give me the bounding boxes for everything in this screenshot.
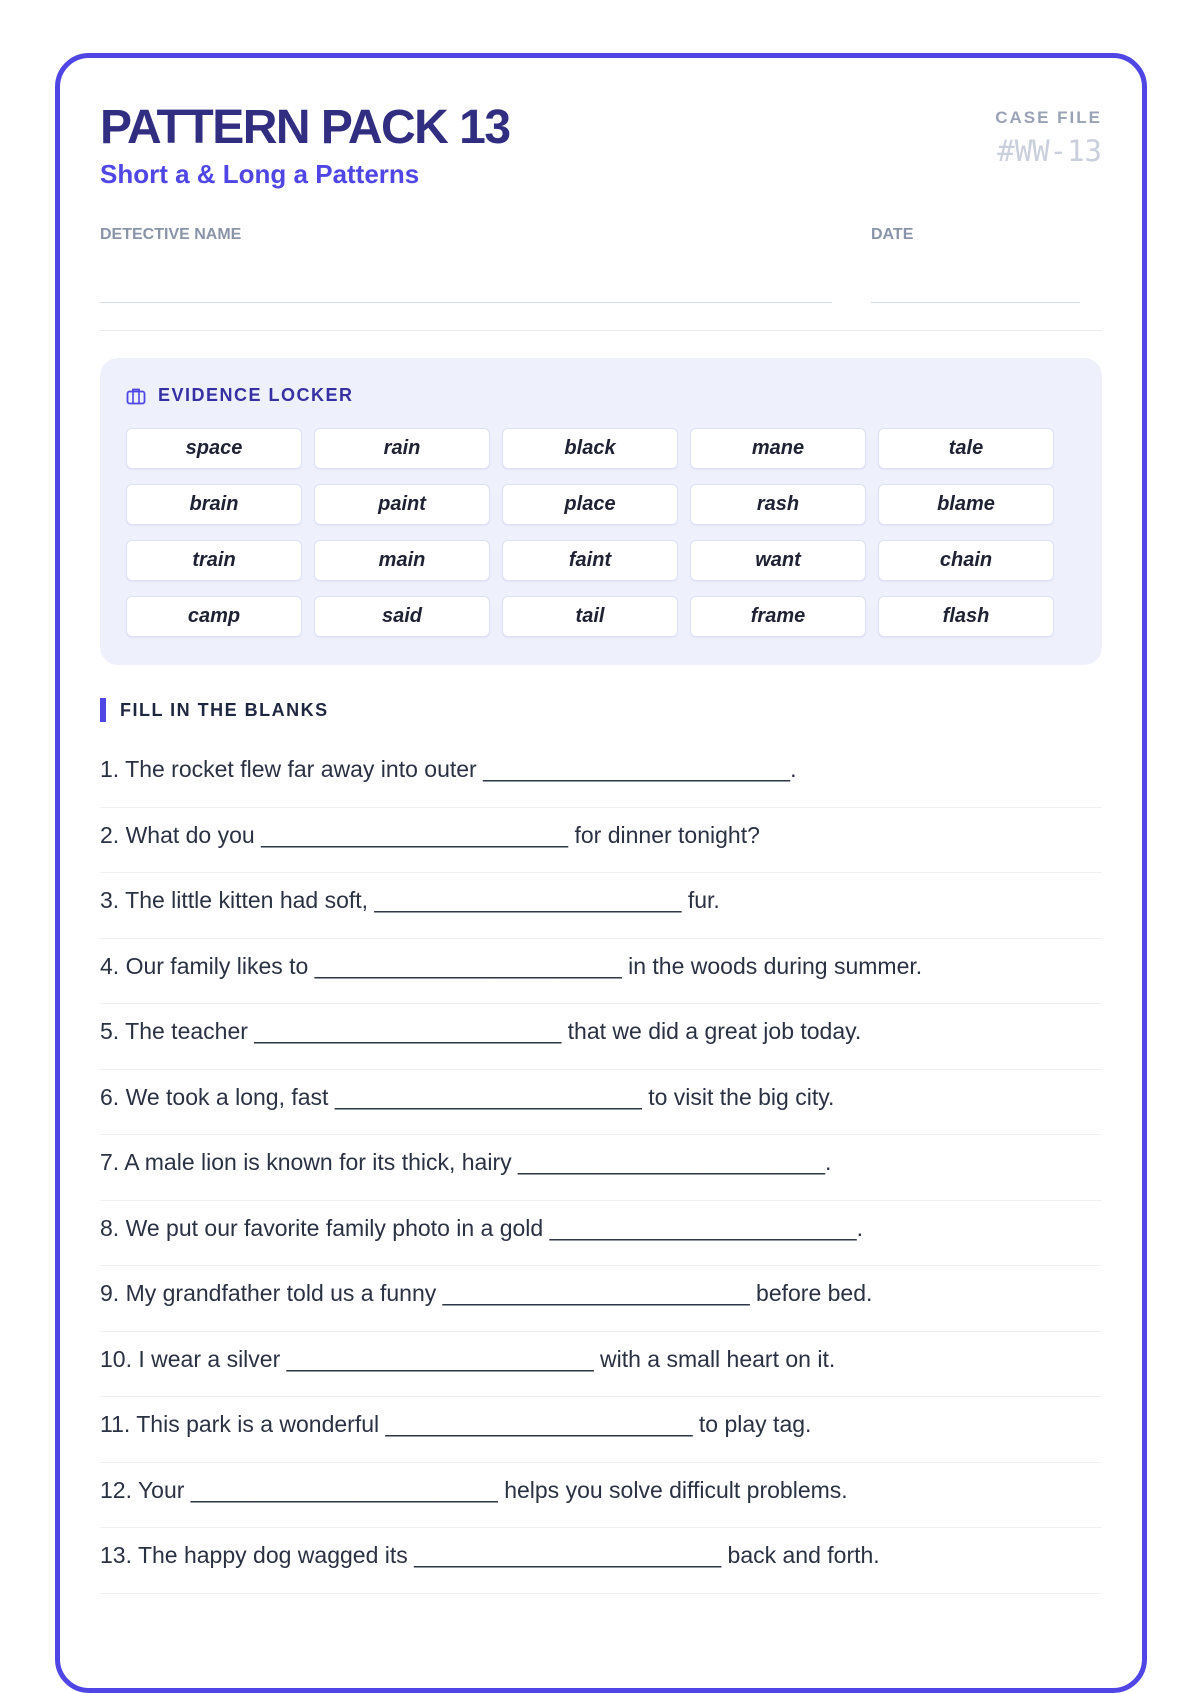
word-card[interactable]: want xyxy=(690,540,866,581)
word-card[interactable]: faint xyxy=(502,540,678,581)
word-card[interactable]: rash xyxy=(690,484,866,525)
question-item[interactable]: 11. This park is a wonderful ________________________ to play tag. xyxy=(100,1397,1102,1463)
question-item[interactable]: 12. Your ________________________ helps you solve difficult problems. xyxy=(100,1463,1102,1529)
word-card[interactable]: mane xyxy=(690,428,866,469)
question-list xyxy=(100,742,1102,1594)
briefcase-icon xyxy=(126,387,146,405)
case-file-number: #WW-13 xyxy=(997,134,1102,168)
evidence-locker xyxy=(100,358,1102,665)
question-item[interactable]: 4. Our family likes to ________________________ in the woods during summer. xyxy=(100,939,1102,1005)
date-field[interactable] xyxy=(871,302,1080,303)
header-divider xyxy=(100,330,1102,331)
evidence-locker-header xyxy=(126,385,354,406)
fill-blanks-header xyxy=(100,698,329,722)
question-item[interactable]: 9. My grandfather told us a funny ________________________ before bed. xyxy=(100,1266,1102,1332)
word-card[interactable]: camp xyxy=(126,596,302,637)
question-item[interactable]: 7. A male lion is known for its thick, hairy ________________________. xyxy=(100,1135,1102,1201)
word-card[interactable]: black xyxy=(502,428,678,469)
word-card[interactable]: train xyxy=(126,540,302,581)
word-card[interactable]: rain xyxy=(314,428,490,469)
question-item[interactable]: 8. We put our favorite family photo in a gold ________________________. xyxy=(100,1201,1102,1267)
word-card[interactable]: frame xyxy=(690,596,866,637)
page-subtitle: Short a & Long a Patterns xyxy=(100,159,420,189)
question-item[interactable]: 5. The teacher ________________________ that we did a great job today. xyxy=(100,1004,1102,1070)
worksheet-card xyxy=(55,53,1147,1693)
question-item[interactable]: 13. The happy dog wagged its ________________________ back and forth. xyxy=(100,1528,1102,1594)
word-card[interactable]: flash xyxy=(878,596,1054,637)
section-accent-bar xyxy=(100,698,106,722)
question-item[interactable]: 2. What do you ________________________ for dinner tonight? xyxy=(100,808,1102,874)
word-card[interactable]: tale xyxy=(878,428,1054,469)
question-item[interactable]: 3. The little kitten had soft, ________________________ fur. xyxy=(100,873,1102,939)
word-card[interactable]: place xyxy=(502,484,678,525)
question-item[interactable]: 1. The rocket flew far away into outer ________________________. xyxy=(100,742,1102,808)
word-card[interactable]: tail xyxy=(502,596,678,637)
fill-blanks-title: FILL IN THE BLANKS xyxy=(120,699,329,720)
word-card[interactable]: said xyxy=(314,596,490,637)
page-title: PATTERN PACK 13 xyxy=(100,101,510,154)
word-card[interactable]: space xyxy=(126,428,302,469)
question-item[interactable]: 6. We took a long, fast ________________________ to visit the big city. xyxy=(100,1070,1102,1136)
word-card[interactable]: blame xyxy=(878,484,1054,525)
date-label: DATE xyxy=(871,226,914,243)
word-card[interactable]: paint xyxy=(314,484,490,525)
word-card[interactable]: main xyxy=(314,540,490,581)
case-file-label: CASE FILE xyxy=(995,108,1102,127)
word-card[interactable]: brain xyxy=(126,484,302,525)
evidence-locker-title: EVIDENCE LOCKER xyxy=(158,385,354,405)
word-card[interactable]: chain xyxy=(878,540,1054,581)
word-bank xyxy=(126,428,1054,637)
detective-name-field[interactable] xyxy=(100,302,832,303)
detective-name-label: DETECTIVE NAME xyxy=(100,226,242,243)
question-item[interactable]: 10. I wear a silver ________________________ with a small heart on it. xyxy=(100,1332,1102,1398)
